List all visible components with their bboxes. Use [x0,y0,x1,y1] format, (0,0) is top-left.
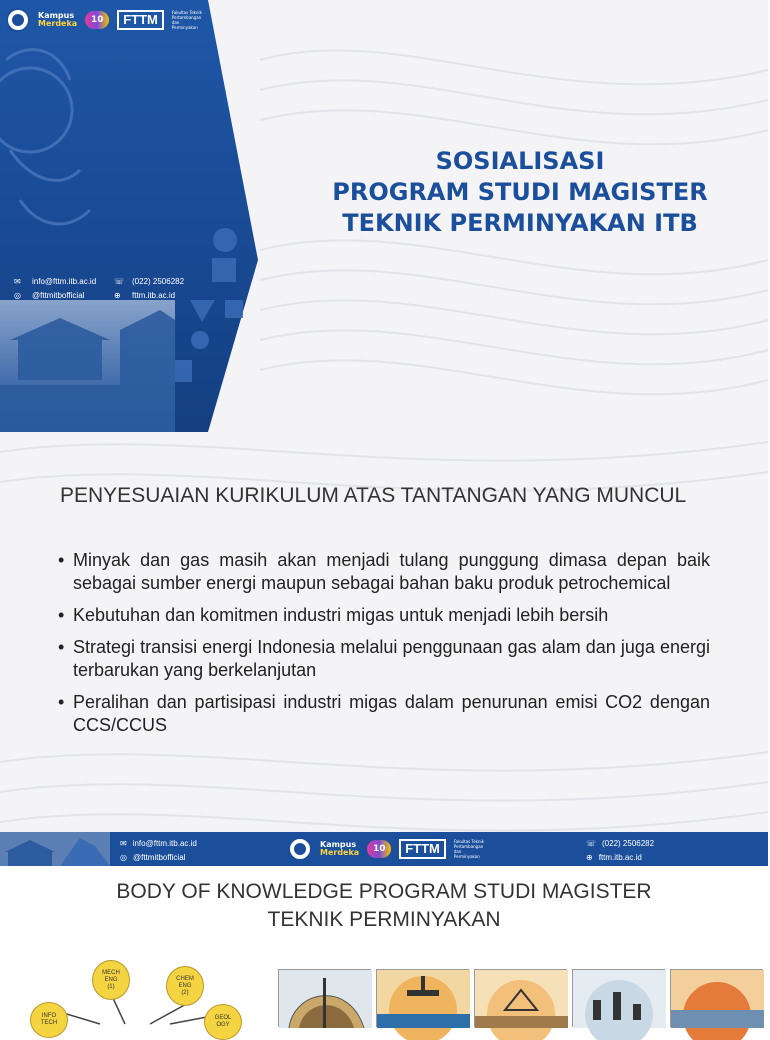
anniversary-logo: 10 [85,11,109,29]
fttm-description: Fakultas Teknik Pertambangan dan Perminyakan [171,10,202,30]
header-logos [288,837,488,861]
image-thumbnails [278,969,763,1027]
itb-seal-logo [288,837,312,861]
slide-curriculum [0,432,768,832]
drilling-rig-image [670,969,763,1027]
curriculum-heading: PENYESUAIAN KURIKULUM ATAS TANTANGAN YANG MUNCUL [60,484,687,507]
pumpjack-image [474,969,567,1027]
list-item: • Minyak dan gas masih akan menjadi tulang punggung dimasa depan baik sebagai sumber energi maupun sebagai bahan baku produk petrochemical [58,549,710,595]
contact-social[interactable]: @fttmitbofficial [32,290,85,300]
refinery-image [572,969,665,1027]
cover-logos [6,8,206,32]
kampus-merdeka-logo: Kampus Merdeka [38,11,78,28]
social-icon: ◎ [120,852,127,862]
reservoir-diagram-image [278,969,371,1027]
anniversary-logo: 10 [367,840,391,858]
list-item: • Kebutuhan dan komitmen industri migas untuk menjadi lebih bersih [58,604,710,627]
header-contacts-left [120,836,197,864]
kampus-merdeka-logo: Kampus Merdeka [320,840,360,857]
knowledge-diagram [0,952,270,1028]
bubble-mech-eng: MECH ENG (1) [92,960,130,1000]
list-item: • Peralihan dan partisipasi industri migas dalam penurunan emisi CO2 dengan CCS/CCUS [58,691,710,737]
fttm-logo: FTTM [399,839,446,859]
list-item: • Strategi transisi energi Indonesia melalui penggunaan gas alam dan juga energi terbarukan yang berkelanjutan [58,636,710,682]
bubble-info-tech: INFO TECH [30,1002,68,1038]
contact-phone: (022) 2506282 [602,838,655,848]
contact-phone: (022) 2506282 [132,276,185,286]
body-of-knowledge-title: BODY OF KNOWLEDGE PROGRAM STUDI MAGISTER TEKNIK PERMINYAKAN [116,880,652,931]
building-photo-strip [0,832,110,866]
header-bar [0,832,768,866]
bubble-geology: GEOL OGY [204,1004,242,1040]
header-contacts-right [586,836,654,864]
fttm-logo: FTTM [117,10,164,30]
cover-contacts [14,274,214,302]
slide-body-of-knowledge [0,832,768,1028]
contact-email[interactable]: info@fttm.itb.ac.id [132,838,197,848]
offshore-platform-image [376,969,469,1027]
globe-icon: ⊕ [114,290,121,300]
contact-email[interactable]: info@fttm.itb.ac.id [32,276,97,286]
fttm-description: Fakultas Teknik Pertambangan dan Perminyakan [453,839,484,859]
cover-title: SOSIALISASI PROGRAM STUDI MAGISTER TEKNIK PERMINYAKAN ITB [332,147,708,237]
social-icon: ◎ [14,290,21,300]
mail-icon: ✉ [120,838,127,848]
contact-website[interactable]: fttm.itb.ac.id [132,290,176,300]
phone-icon: ☏ [114,276,125,286]
curriculum-bullets [58,549,710,746]
cover-blue-panel [0,0,268,432]
mail-icon: ✉ [14,276,21,286]
slide-cover [0,0,768,432]
contact-social[interactable]: @fttmitbofficial [132,852,186,862]
bubble-chem-eng: CHEM ENG (2) [166,966,204,1006]
globe-icon: ⊕ [586,852,593,862]
itb-seal-logo [6,8,30,32]
contact-website[interactable]: fttm.itb.ac.id [598,852,642,862]
phone-icon: ☏ [586,838,597,848]
